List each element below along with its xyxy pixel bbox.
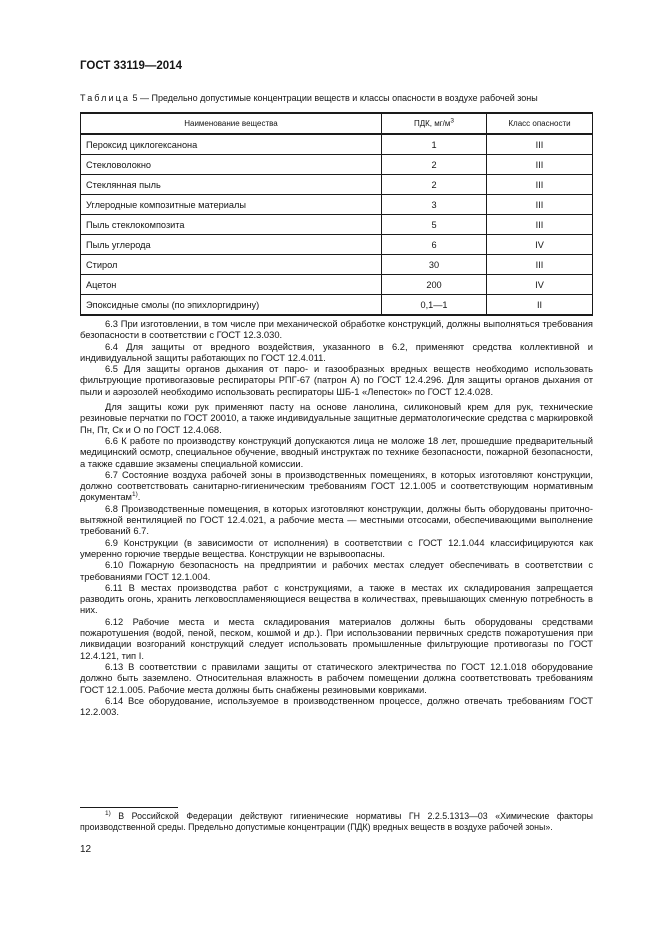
header-pdk <box>382 113 487 134</box>
pdk-value: 2 <box>382 175 487 195</box>
page-number: 12 <box>80 844 92 855</box>
body-text <box>80 319 593 718</box>
pdk-value: 5 <box>382 215 487 235</box>
table-caption <box>80 93 538 103</box>
table-row <box>81 195 593 215</box>
paragraph-6-6: 6.6 К работе по производству конструкций допускаются лица не моложе 18 лет, прошедшие предварительный медицинский осмотр, специальное обучение, вводный инструктаж по технике безопасности, пожарной безопасности, а также сдавшие экзамены специальной комиссии. <box>80 435 593 469</box>
table-row <box>81 275 593 295</box>
hazard-class: IV <box>487 235 593 255</box>
substance-name: Углеродные композитные материалы <box>81 195 382 215</box>
footnote-text: В Российской Федерации действуют гигиенические нормативы ГН 2.2.5.1313—03 «Химические факторы производственной среды. Предельно допустимые концентрации (ПДК) вредных веществ в воздухе рабочей зоны». <box>80 811 593 832</box>
table-row <box>81 155 593 175</box>
pdk-value: 3 <box>382 195 487 215</box>
paragraph-6-13: 6.13 В соответствии с правилами защиты от статического электричества по ГОСТ 12.1.018 оборудование должно быть заземлено. Относительная влажность в рабочем помещении должна соответствовать требованиям ГОСТ 12.1.005. Рабочие места должны быть снабжены резиновыми ковриками. <box>80 661 593 695</box>
table-caption-title: 5 — Предельно допустимые концентрации веществ и классы опасности в воздухе рабочей зоны <box>130 93 538 103</box>
paragraph-6-4: 6.4 Для защиты от вредного воздействия, указанного в 6.2, применяют средства коллективной и индивидуальной защиты работающих по ГОСТ 12.4.011. <box>80 341 593 363</box>
substance-name: Ацетон <box>81 275 382 295</box>
substance-name: Эпоксидные смолы (по эпихлоргидрину) <box>81 295 382 316</box>
paragraph-6-14: 6.14 Все оборудование, используемое в производственном процессе, должно отвечать требованиям ГОСТ 12.2.003. <box>80 695 593 718</box>
hazard-class: III <box>487 134 593 155</box>
substance-name: Стеклянная пыль <box>81 175 382 195</box>
footnote-ref: 1) <box>131 491 138 499</box>
substance-name: Пыль стеклокомпозита <box>81 215 382 235</box>
paragraph-6-5-skin: Для защиты кожи рук применяют пасту на основе ланолина, силиконовый крем для рук, технические резиновые перчатки по ГОСТ 20010, а также индивидуальные защитные дерматологические средства с маркировкой Пн, Пт, Ск и О по ГОСТ 12.4.068. <box>80 402 593 435</box>
hazard-class: III <box>487 195 593 215</box>
table-row <box>81 295 593 316</box>
table-header-row <box>81 113 593 134</box>
substance-name: Пероксид циклогексанона <box>81 134 382 155</box>
paragraph-6-7: 6.7 Состояние воздуха рабочей зоны в производственных помещениях, в которых изготовляют конструкции, должно соответствовать санитарно-гигиеническим требованиям ГОСТ 12.1.005 и соответствующим нормативным документам$^{1)}$. <box>80 469 593 503</box>
hazard-class: III <box>487 255 593 275</box>
pdk-value: 0,1—1 <box>382 295 487 316</box>
table-row <box>81 134 593 155</box>
hazard-class: IV <box>487 275 593 295</box>
hazard-class: II <box>487 295 593 316</box>
paragraph-6-7-text: 6.7 Состояние воздуха рабочей зоны в производственных помещениях, в которых изготовляют конструкции, должно соответствовать санитарно-гигиеническим требованиям ГОСТ 12.1.005 и соответствующим нормативным документам <box>80 469 593 503</box>
header-pdk-label: ПДК, мг/м <box>413 119 451 128</box>
hazard-class: III <box>487 175 593 195</box>
table-row <box>81 175 593 195</box>
pdk-value: 1 <box>382 134 487 155</box>
pdk-value: 6 <box>382 235 487 255</box>
footnote-marker: 1) <box>105 810 111 818</box>
hazard-class: III <box>487 215 593 235</box>
pdk-value: 30 <box>382 255 487 275</box>
footnote <box>80 811 593 833</box>
paragraph-6-3: 6.3 При изготовлении, в том числе при механической обработке конструкций, должны выполняться требования безопасности в соответствии с ГОСТ 12.3.030. <box>80 319 593 341</box>
header-hazard-class: Класс опасности <box>487 113 593 134</box>
paragraph-6-11: 6.11 В местах производства работ с конструкциями, а также в местах их складирования запрещается разводить огонь, хранить легковоспламеняющиеся вещества в количествах, превышающих сменную потребность в них. <box>80 582 593 616</box>
pdk-value: 200 <box>382 275 487 295</box>
document-code: ГОСТ 33119—2014 <box>80 60 182 72</box>
table-row <box>81 255 593 275</box>
table-caption-label: Таблица <box>80 93 130 103</box>
substance-name: Стирол <box>81 255 382 275</box>
footnote-divider <box>80 807 178 808</box>
header-substance-name: Наименование вещества <box>81 113 382 134</box>
paragraph-6-8: 6.8 Производственные помещения, в которых изготовляют конструкции, должны быть оборудованы приточно-вытяжной вентиляцией по ГОСТ 12.4.021, а рабочие места — местными отсосами, обеспечивающими выполнение требований 6.7. <box>80 503 593 537</box>
header-pdk-superscript: 3 <box>450 117 455 125</box>
table-row <box>81 235 593 255</box>
concentration-table <box>80 112 593 316</box>
hazard-class: III <box>487 155 593 175</box>
substance-name: Стекловолокно <box>81 155 382 175</box>
paragraph-6-9: 6.9 Конструкции (в зависимости от исполнения) в соответствии с ГОСТ 12.1.044 классифицируются как умеренно горючие твердые вещества. Конструкции не взрывоопасны. <box>80 537 593 559</box>
paragraph-6-5: 6.5 Для защиты органов дыхания от паро- и газообразных вредных веществ необходимо использовать фильтрующие противогазовые респираторы РПГ-67 (патрон А) по ГОСТ 12.4.296. Для защиты органов дыхания от пыли и аэрозолей необходимо использовать респираторы ШБ-1 «Лепесток» по ГОСТ 12.4.028. <box>80 364 593 397</box>
pdk-value: 2 <box>382 155 487 175</box>
paragraph-6-12: 6.12 Рабочие места и места складирования материалов должны быть оборудованы средствами пожаротушения (водой, пеной, песком, кошмой и др.). При использовании первичных средств пожаротушения при ликвидации возгораний конструкций следует использовать промышленные фильтрующие противогазы по ГОСТ 12.4.121, тип I. <box>80 616 593 661</box>
table-row <box>81 215 593 235</box>
substance-name: Пыль углерода <box>81 235 382 255</box>
paragraph-6-10: 6.10 Пожарную безопасность на предприятии и рабочих местах следует обеспечивать в соответствии с требованиями ГОСТ 12.1.004. <box>80 560 593 582</box>
